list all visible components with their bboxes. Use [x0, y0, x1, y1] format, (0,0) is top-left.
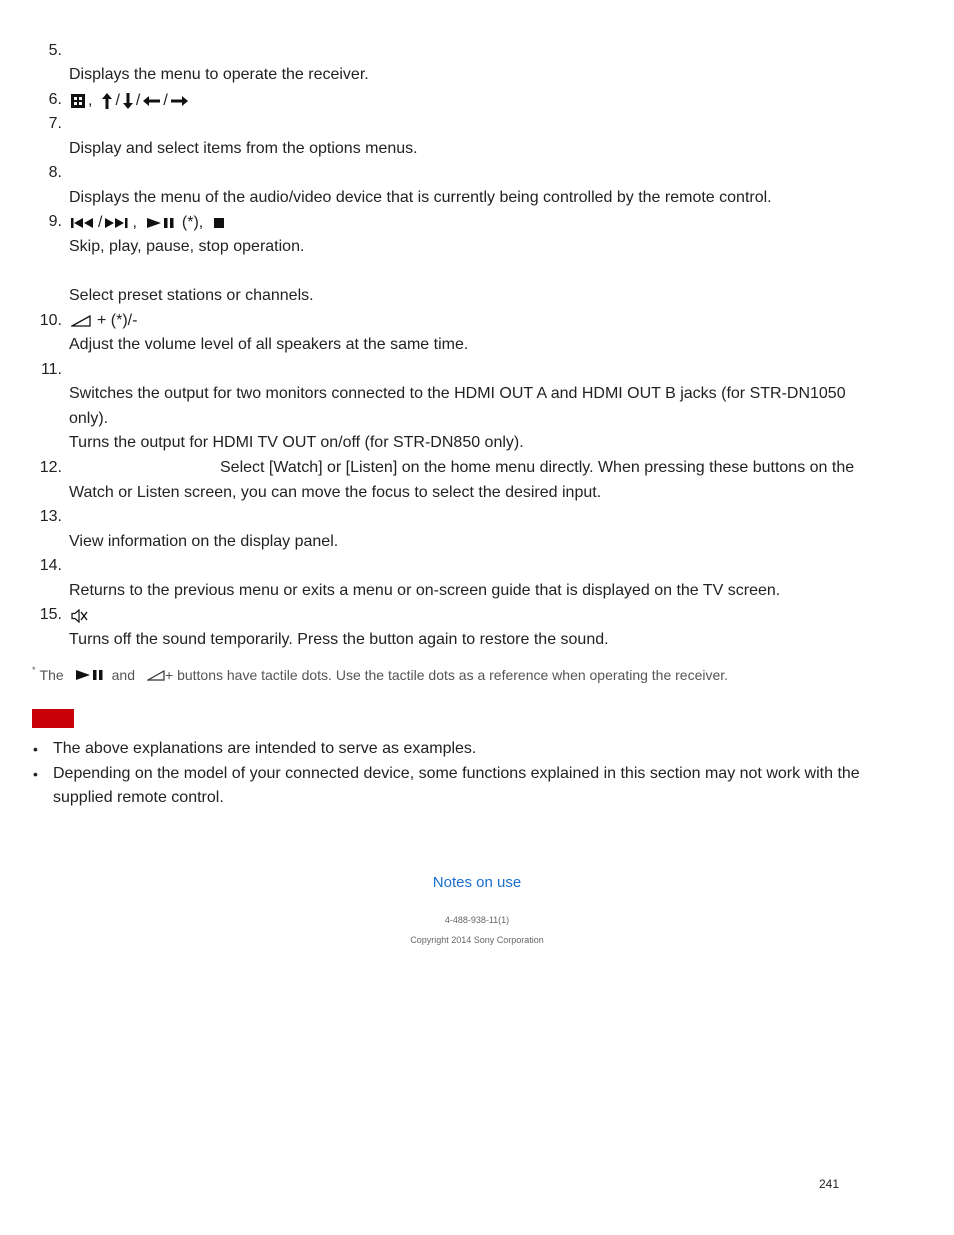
arrow-up-icon: [102, 93, 112, 109]
item-number: 10.: [39, 312, 62, 329]
mute-icon: [71, 609, 88, 623]
volume-label: [71, 311, 137, 331]
item-description: Switches the output for two monitors connected to the HDMI OUT A and HDMI OUT B jacks (for STR-DN1050: [69, 385, 846, 402]
navigation-icons: , / / /: [71, 91, 188, 111]
arrow-down-icon: [123, 93, 133, 109]
play-pause-icon: [76, 670, 104, 680]
footnote-mark: *: [32, 665, 36, 675]
options-icon: [71, 94, 85, 108]
item-description: only).: [69, 410, 109, 427]
item-description: Adjust the volume level of all speakers at the same time.: [69, 336, 469, 353]
document-number: 4-488-938-11(1): [444, 915, 510, 925]
notes-list: [32, 737, 912, 811]
footnote: [32, 667, 728, 683]
footnote-and: and: [111, 667, 135, 683]
item-description: Displays the menu of the audio/video device that is currently being controlled by the remote control.: [69, 189, 772, 206]
item-description: Displays the menu to operate the receiver.: [69, 66, 369, 83]
item-number: 7.: [48, 115, 62, 132]
item-number: 8.: [48, 164, 62, 181]
list-item: • The above explanations are intended to serve as examples.: [32, 737, 912, 762]
next-track-icon: [105, 218, 129, 228]
volume-icon: [147, 670, 165, 681]
item-description: Select preset stations or channels.: [69, 287, 314, 304]
item-number: 15.: [39, 606, 62, 623]
item-number: 14.: [39, 557, 62, 574]
item-number: 9.: [48, 213, 62, 230]
page-number: 241: [819, 1177, 840, 1191]
item-number: 11.: [40, 361, 62, 378]
arrow-left-icon: [143, 96, 160, 106]
previous-track-icon: [71, 218, 95, 228]
item-description: Select [Watch] or [Listen] on the home menu directly. When pressing these buttons on the: [220, 459, 855, 476]
play-pause-icon: [147, 218, 175, 228]
notes-on-use-link[interactable]: Notes on use: [432, 874, 522, 891]
footnote-the: The: [39, 667, 64, 683]
item-description: Watch or Listen screen, you can move the focus to select the desired input.: [69, 484, 602, 501]
tactile-dot-suffix: (*),: [181, 214, 204, 231]
volume-label-text: + (*)/-: [97, 312, 138, 329]
item-description: Skip, play, pause, stop operation.: [69, 238, 305, 255]
muting-label: [71, 606, 88, 626]
copyright: Copyright 2014 Sony Corporation: [410, 935, 544, 945]
item-number: 13.: [39, 508, 62, 525]
item-description: Display and select items from the options menus.: [69, 140, 418, 157]
item-description: Turns off the sound temporarily. Press the button again to restore the sound.: [69, 631, 609, 648]
item-number: 12.: [39, 459, 62, 476]
stop-icon: [214, 218, 224, 228]
item-number: 6.: [48, 91, 62, 108]
footnote-text: + buttons have tactile dots. Use the tactile dots as a reference when operating the receiver.: [165, 667, 729, 683]
item-number: 5.: [48, 42, 62, 59]
volume-icon: [71, 315, 91, 327]
item-description: Returns to the previous menu or exits a menu or on-screen guide that is displayed on the TV screen.: [69, 582, 781, 599]
arrow-right-icon: [171, 96, 188, 106]
list-item: • Depending on the model of your connected device, some functions explained in this section may not work with the supplied remote control.: [32, 762, 912, 811]
note-badge: [32, 709, 74, 728]
playback-icons: / , (*),: [71, 213, 224, 233]
item-description: Turns the output for HDMI TV OUT on/off (for STR-DN850 only).: [69, 434, 524, 451]
item-description: View information on the display panel.: [69, 533, 339, 550]
